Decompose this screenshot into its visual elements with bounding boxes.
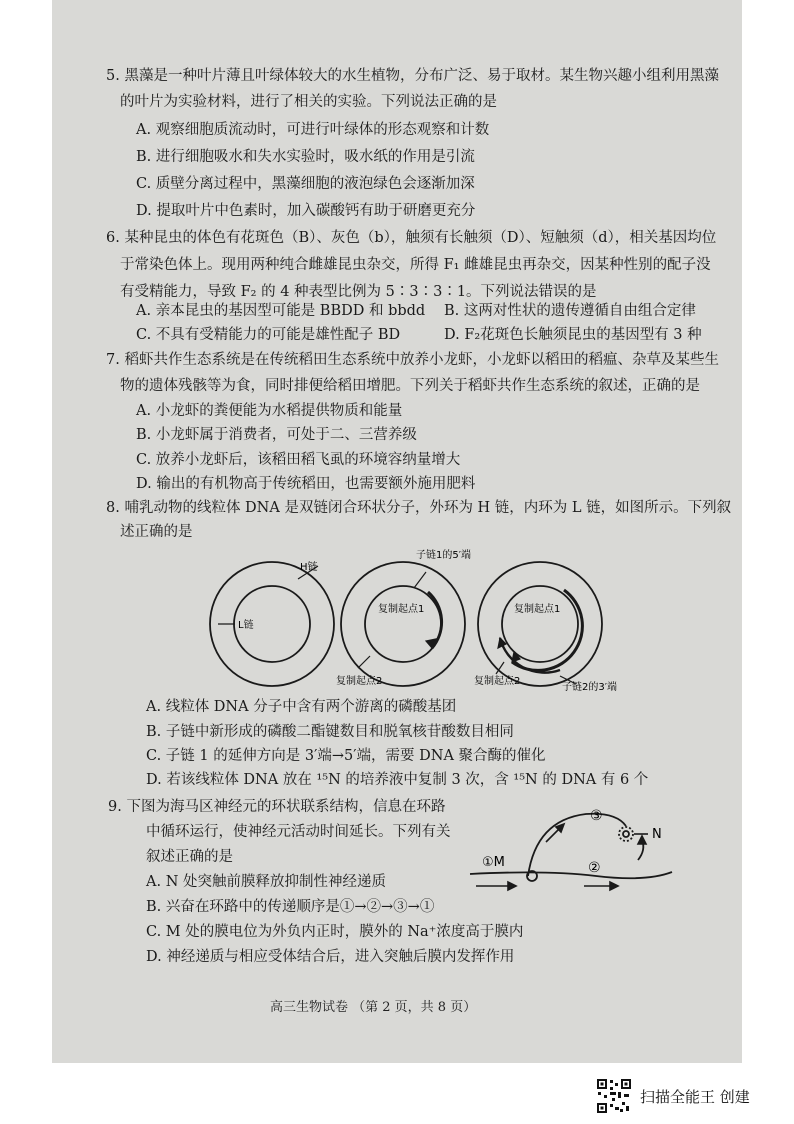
- q7-option-a: A. 小龙虾的粪便能为水稻提供物质和能量: [136, 403, 403, 419]
- strand2-3end-label: 子链2的3′端: [562, 682, 617, 693]
- origin1-label-circle3: 复制起点1: [514, 604, 561, 615]
- q5-option-d: D. 提取叶片中色素时，加入碳酸钙有助于研磨更充分: [136, 203, 476, 219]
- q7-option-b: B. 小龙虾属于消费者，可处于二、三营养级: [136, 427, 417, 443]
- neuron-label-3: ③: [590, 808, 603, 824]
- strand1-5end-label: 子链1的5′端: [416, 550, 471, 561]
- q9-option-b: B. 兴奋在环路中的传递顺序是①→②→③→①: [146, 899, 435, 915]
- q6-line-2: 于常染色体上。现用两种纯合雌雄昆虫杂交，所得 F₁ 雌雄昆虫再杂交，因某种性别的配子没: [120, 257, 711, 273]
- q9-option-a: A. N 处突触前膜释放抑制性神经递质: [146, 874, 386, 890]
- origin2-label-circle3: 复制起点2: [474, 676, 521, 687]
- neuron-loop-figure: [466, 800, 676, 910]
- q8-option-a: A. 线粒体 DNA 分子中含有两个游离的磷酸基团: [146, 699, 457, 715]
- q6-option-b: B. 这两对性状的遗传遵循自由组合定律: [444, 303, 696, 319]
- q7-line-1: 7. 稻虾共作生态系统是在传统稻田生态系统中放养小龙虾，小龙虾以稻田的稻瘟、杂草及某些生: [106, 352, 719, 368]
- q9-line-1: 9. 下图为海马区神经元的环状联系结构，信息在环路: [108, 799, 446, 815]
- q7-line-2: 物的遗体残骸等为食，同时排便给稻田增肥。下列关于稻虾共作生态系统的叙述，正确的是: [120, 378, 700, 394]
- q9-option-c: C. M 处的膜电位为外负内正时，膜外的 Na⁺浓度高于膜内: [146, 924, 524, 940]
- neuron-label-m: ①M: [482, 855, 505, 870]
- mito-dna-figure: [200, 544, 620, 694]
- q9-line-3: 叙述正确的是: [146, 849, 233, 865]
- q5-line-1: 5. 黑藻是一种叶片薄且叶绿体较大的水生植物，分布广泛、易于取材。某生物兴趣小组利用黑藻: [106, 68, 719, 84]
- q8-option-c: C. 子链 1 的延伸方向是 3′端→5′端，需要 DNA 聚合酶的催化: [146, 748, 546, 764]
- q7-option-c: C. 放养小龙虾后，该稻田稻飞虱的环境容纳量增大: [136, 452, 461, 468]
- q6-option-a: A. 亲本昆虫的基因型可能是 BBDD 和 bbdd: [136, 303, 426, 319]
- origin1-label-circle2: 复制起点1: [378, 604, 425, 615]
- q5-option-a: A. 观察细胞质流动时，可进行叶绿体的形态观察和计数: [136, 122, 490, 138]
- watermark-text: 扫描全能王 创建: [640, 1087, 750, 1106]
- q9-option-d: D. 神经递质与相应受体结合后，进入突触后膜内发挥作用: [146, 949, 515, 965]
- q7-option-d: D. 输出的有机物高于传统稻田，也需要额外施用肥料: [136, 476, 476, 492]
- origin2-label-circle2: 复制起点2: [336, 676, 383, 687]
- q6-line-1: 6. 某种昆虫的体色有花斑色（B）、灰色（b），触须有长触须（D）、短触须（d），相关基因均位: [106, 230, 717, 246]
- l-chain-label: L链: [238, 620, 254, 631]
- scanner-watermark: [596, 1078, 750, 1114]
- q5-option-c: C. 质壁分离过程中，黑藻细胞的液泡绿色会逐渐加深: [136, 176, 475, 192]
- q8-option-b: B. 子链中新形成的磷酸二酯键数目和脱氧核苷酸数目相同: [146, 724, 514, 740]
- q5-option-b: B. 进行细胞吸水和失水实验时，吸水纸的作用是引流: [136, 149, 475, 165]
- h-chain-label: H链: [300, 562, 318, 573]
- q6-line-3: 有受精能力，导致 F₂ 的 4 种表型比例为 5∶3∶3∶1。下列说法错误的是: [120, 284, 597, 300]
- q5-line-2: 的叶片为实验材料，进行了相关的实验。下列说法正确的是: [120, 94, 497, 110]
- neuron-label-2: ②: [588, 860, 601, 876]
- qr-code-icon: [596, 1078, 632, 1114]
- q8-line-2: 述正确的是: [120, 524, 193, 540]
- q6-option-d: D. F₂花斑色长触须昆虫的基因型有 3 种: [444, 327, 702, 343]
- q8-option-d: D. 若该线粒体 DNA 放在 ¹⁵N 的培养液中复制 3 次，含 ¹⁵N 的 DNA 有 6 个: [146, 772, 649, 788]
- neuron-label-n: N: [652, 827, 662, 842]
- q8-line-1: 8. 哺乳动物的线粒体 DNA 是双链闭合环状分子，外环为 H 链，内环为 L 链，如图所示。下列叙: [106, 500, 732, 516]
- q6-option-c: C. 不具有受精能力的可能是雄性配子 BD: [136, 327, 401, 343]
- page-footer: 高三生物试卷 （第 2 页，共 8 页）: [270, 1000, 477, 1015]
- q9-line-2: 中循环运行，使神经元活动时间延长。下列有关: [146, 824, 451, 840]
